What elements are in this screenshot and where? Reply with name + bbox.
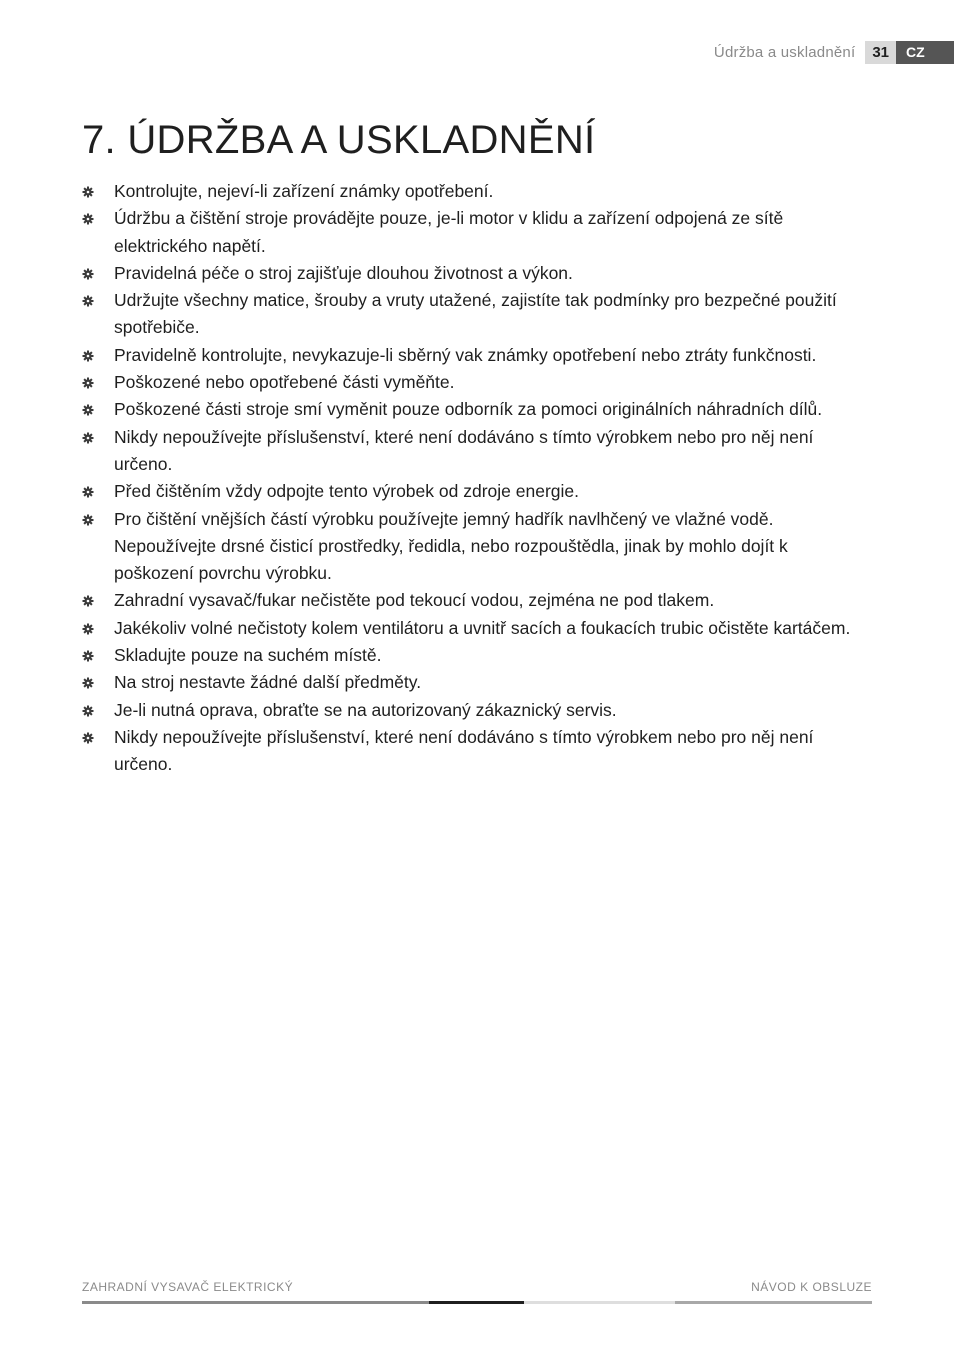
list-item [82, 615, 872, 642]
gear-bullet-icon [82, 595, 94, 607]
header-section-title: Údržba a uskladnění [713, 44, 856, 61]
gear-bullet-icon [82, 677, 94, 689]
maintenance-list [82, 178, 872, 779]
list-item [82, 260, 872, 287]
list-item [82, 369, 872, 396]
gear-bullet-icon [82, 732, 94, 744]
gear-bullet-icon [82, 404, 94, 416]
list-item [82, 424, 872, 479]
list-item [82, 697, 872, 724]
gear-bullet-icon [82, 377, 94, 389]
list-item-text: Jakékoliv volné nečistoty kolem ventilátoru a uvnitř sacích a foukacích trubic očistěte kartáčem. [114, 617, 851, 638]
list-item-text: Zahradní vysavač/fukar nečistěte pod tekoucí vodou, zejména ne pod tlakem. [114, 590, 715, 611]
list-item-text: Údržbu a čištění stroje provádějte pouze, je-li motor v klidu a zařízení odpojená ze sítě elektrického napětí. [114, 208, 784, 256]
gear-bullet-icon [82, 186, 94, 198]
list-item [82, 669, 872, 696]
list-item-text: Pravidelná péče o stroj zajišťuje dlouhou životnost a výkon. [114, 262, 573, 283]
gear-bullet-icon [82, 486, 94, 498]
gear-bullet-icon [82, 295, 94, 307]
footer-bar-segment [82, 1301, 429, 1304]
list-item-text: Je-li nutná oprava, obraťte se na autorizovaný zákaznický servis. [114, 699, 617, 720]
gear-bullet-icon [82, 268, 94, 280]
page-header [714, 41, 954, 64]
list-item-text: Skladujte pouze na suchém místě. [114, 645, 382, 666]
gear-bullet-icon [82, 350, 94, 362]
list-item [82, 587, 872, 614]
footer-bar-segment [675, 1301, 872, 1304]
language-badge: CZ [896, 41, 954, 64]
list-item [82, 178, 872, 205]
list-item-text: Poškozené části stroje smí vyměnit pouze odborník za pomoci originálních náhradních dílů. [114, 399, 823, 420]
list-item-text: Pro čištění vnějších částí výrobku používejte jemný hadřík navlhčený ve vlažné vodě. Nepoužívejte drsné čisticí prostředky, ředidla, nebo rozpouštědla, jinak by mohlo dojít k poškození povrchu výrobku. [114, 508, 788, 584]
list-item [82, 342, 872, 369]
gear-bullet-icon [82, 705, 94, 717]
gear-bullet-icon [82, 432, 94, 444]
list-item [82, 478, 872, 505]
page-title: 7. ÚDRŽBA A USKLADNĚNÍ [82, 118, 596, 162]
gear-bullet-icon [82, 623, 94, 635]
footer-manual-label: NÁVOD K OBSLUZE [751, 1280, 872, 1294]
gear-bullet-icon [82, 650, 94, 662]
list-item [82, 287, 872, 342]
gear-bullet-icon [82, 514, 94, 526]
footer-bar-segment [524, 1301, 675, 1304]
footer-divider-bar [82, 1301, 872, 1304]
list-item-text: Udržujte všechny matice, šrouby a vruty utažené, zajistíte tak podmínky pro bezpečné použití spotřebiče. [114, 290, 837, 338]
gear-bullet-icon [82, 213, 94, 225]
footer-bar-segment [429, 1301, 524, 1304]
list-item-text: Poškozené nebo opotřebené části vyměňte. [114, 372, 455, 393]
list-item [82, 724, 872, 779]
list-item-text: Kontrolujte, nejeví-li zařízení známky opotřebení. [114, 181, 494, 201]
list-item [82, 205, 872, 260]
list-item-text: Nikdy nepoužívejte příslušenství, které není dodáváno s tímto výrobkem nebo pro něj není určeno. [114, 426, 814, 474]
list-item-text: Na stroj nestavte žádné další předměty. [114, 672, 422, 693]
list-item [82, 506, 872, 588]
list-item [82, 396, 872, 423]
footer-product-name: ZAHRADNÍ VYSAVAČ ELEKTRICKÝ [82, 1280, 294, 1294]
list-item-text: Před čištěním vždy odpojte tento výrobek od zdroje energie. [114, 481, 579, 502]
list-item-text: Nikdy nepoužívejte příslušenství, které není dodáváno s tímto výrobkem nebo pro něj není určeno. [114, 726, 814, 775]
page-number: 31 [865, 41, 896, 64]
list-item [82, 642, 872, 669]
list-item-text: Pravidelně kontrolujte, nevykazuje-li sběrný vak známky opotřebení nebo ztráty funkčnosti. [114, 344, 817, 365]
